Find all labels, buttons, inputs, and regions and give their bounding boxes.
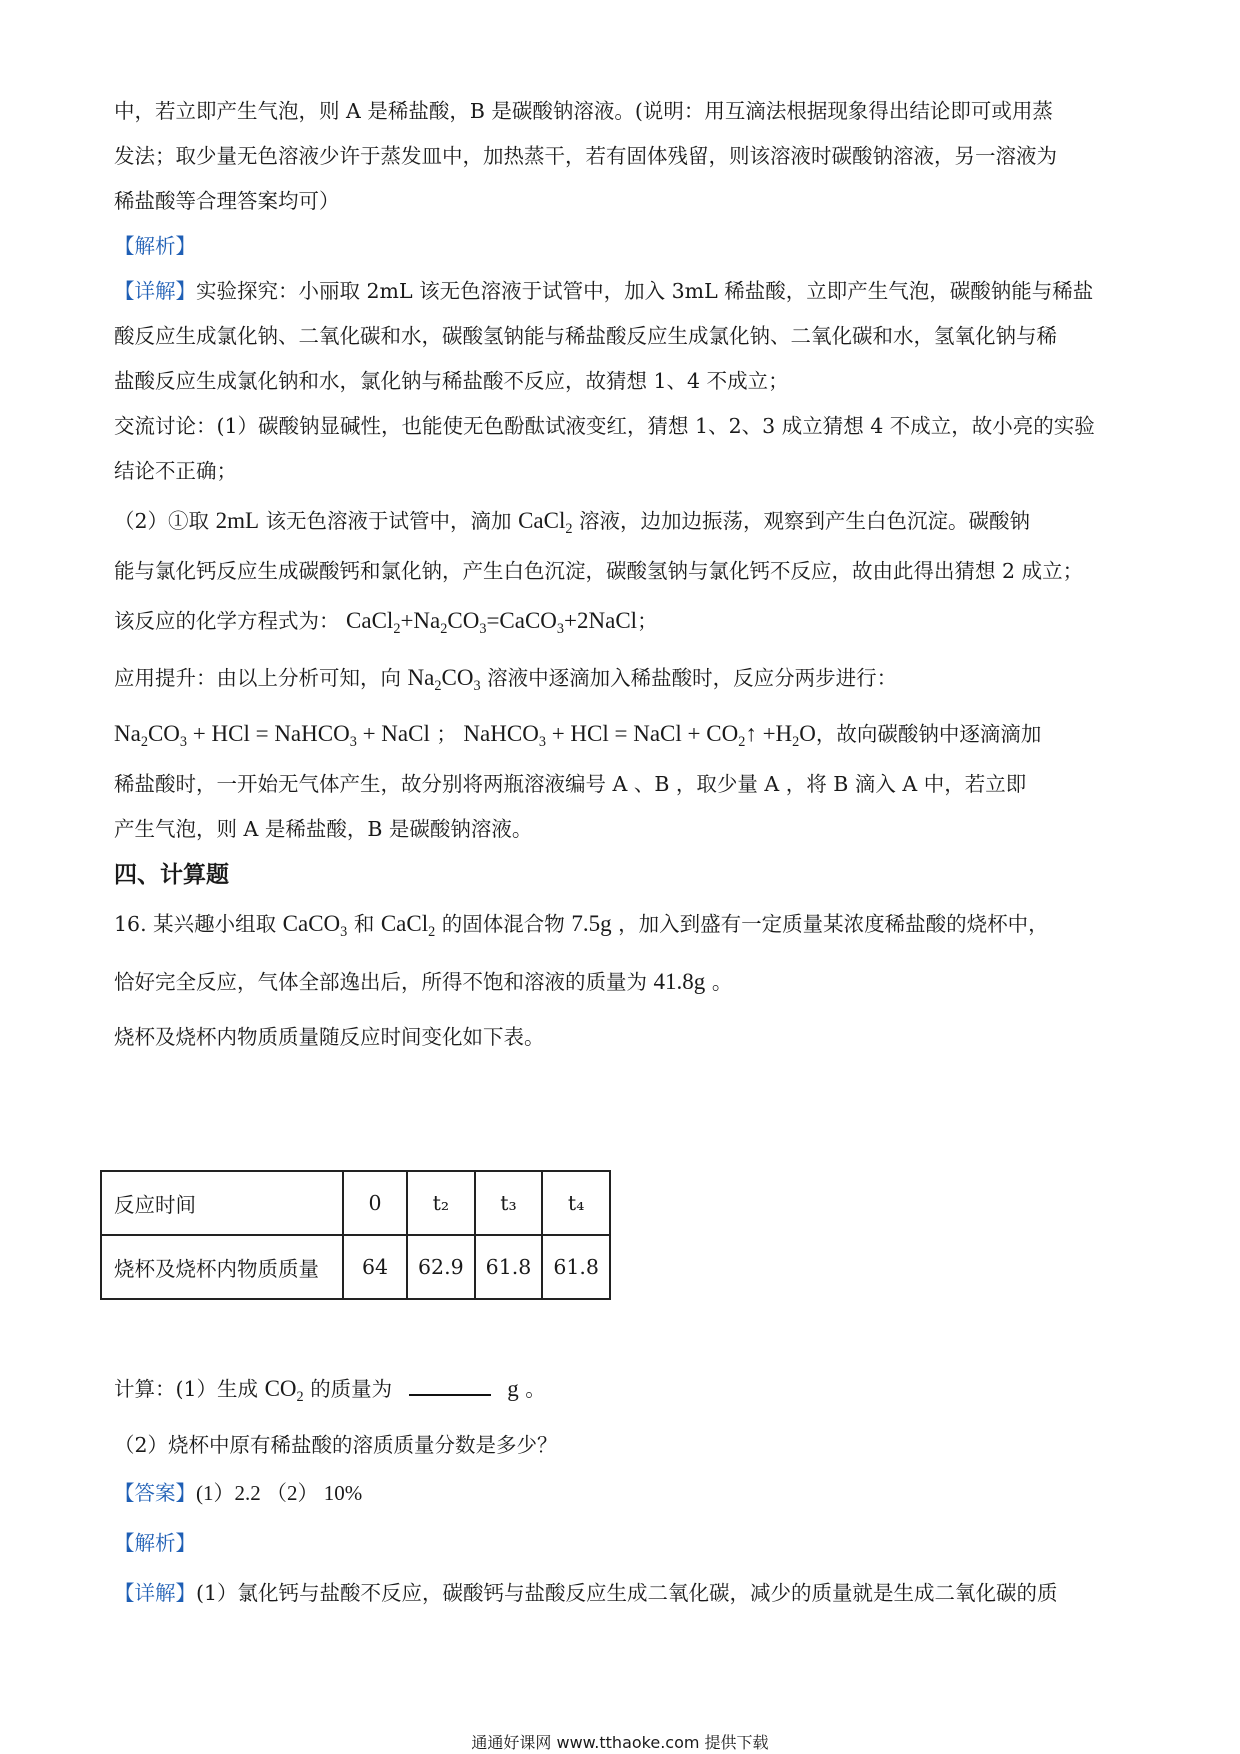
- volume-value: 2mL: [215, 508, 260, 533]
- text-span: 的质量为: [310, 1377, 393, 1401]
- text-line: （2）烧杯中原有稀盐酸的溶质质量分数是多少？: [114, 1433, 558, 1457]
- text-span: 溶液，边加边振荡，观察到产生白色沉淀。碳酸钠: [579, 509, 1031, 533]
- question-line: [114, 907, 1134, 941]
- mass-time-table: [100, 1170, 611, 1300]
- formula-cacl2: CaCl$_2$: [380, 911, 436, 940]
- text-line: [114, 661, 1134, 695]
- analysis-label: 【解析】: [114, 234, 196, 258]
- text-line: 能与氯化钙反应生成碳酸钙和氯化钠，产生白色沉淀，碳酸氢钠与氯化钙不反应，故由此得出猜想 2 成立；: [114, 559, 1084, 583]
- mass-value: 7.5g: [571, 911, 612, 936]
- table-cell: t₂: [407, 1171, 475, 1235]
- table-row: [101, 1235, 610, 1299]
- text-line: 交流讨论：(1）碳酸钠显碱性，也能使无色酚酞试液变红，猜想 1、2、3 成立猜想 4 不成立，故小亮的实验: [114, 414, 1095, 438]
- text-span: ，故向碳酸钠中逐滴滴加: [815, 722, 1042, 746]
- detail-label: 【详解】: [114, 279, 196, 303]
- table-cell: 64: [343, 1235, 407, 1299]
- table-row-label: 烧杯及烧杯内物质质量: [101, 1235, 343, 1299]
- equation-step2: NaHCO$_3$ + HCl = NaCl + $CO_2↑ +H_2O$: [463, 721, 816, 750]
- text-span: 。: [711, 970, 733, 994]
- text-span: 的固体混合物: [441, 912, 565, 936]
- text-line: 稀盐酸时，一开始无气体产生，故分别将两瓶溶液编号 A 、B ，取少量 A ，将 B 滴入 A 中，若立即: [114, 772, 1027, 796]
- text-line: [114, 717, 1134, 751]
- table-row-label: 反应时间: [101, 1171, 343, 1235]
- text-line: 中，若立即产生气泡，则 A 是稀盐酸，B 是碳酸钠溶液。(说明：用互滴法根据现象得出结论即可或用蒸: [114, 99, 1053, 123]
- answer-blank: [409, 1394, 491, 1396]
- text-span: （2）①取: [114, 509, 210, 533]
- text-span: 实验探究：小丽取 2mL 该无色溶液于试管中，加入 3mL 稀盐酸，立即产生气泡，碳酸钠能与稀盐: [196, 279, 1094, 303]
- text-span: ，加入到盛有一定质量某浓度稀盐酸的烧杯中，: [618, 912, 1049, 936]
- table-cell: 62.9: [407, 1235, 475, 1299]
- text-line: [114, 504, 1134, 538]
- text-line: 产生气泡，则 A 是稀盐酸，B 是碳酸钠溶液。: [114, 817, 533, 841]
- text-span: 溶液中逐滴加入稀盐酸时，反应分两步进行：: [487, 666, 898, 690]
- question-line: [114, 965, 1134, 995]
- text-span: 该无色溶液于试管中，滴加: [265, 509, 512, 533]
- table-cell: 61.8: [475, 1235, 543, 1299]
- text-span: ；: [436, 722, 457, 746]
- answer-label: 【答案】: [114, 1481, 196, 1505]
- text-line: 酸反应生成氯化钠、二氧化碳和水，碳酸氢钠能与稀盐酸反应生成氯化钠、二氧化碳和水，氢氧化钠与稀: [114, 324, 1057, 348]
- text-line: 盐酸反应生成氯化钠和水，氯化钠与稀盐酸不反应，故猜想 1、4 不成立；: [114, 369, 789, 393]
- text-span: 恰好完全反应，气体全部逸出后，所得不饱和溶液的质量为: [114, 970, 647, 994]
- text-span: 16. 某兴趣小组取: [114, 912, 277, 936]
- table-cell: t₄: [542, 1171, 610, 1235]
- section-title: 四、计算题: [114, 861, 229, 888]
- footer-text: 通通好课网 www.tthaoke.com 提供下载: [471, 1733, 769, 1752]
- detail-line: [114, 274, 1134, 304]
- text-span: 和: [353, 912, 375, 936]
- text-span: 。: [525, 1377, 546, 1401]
- unit-label: g: [507, 1376, 519, 1401]
- detail-line: [114, 1576, 1134, 1606]
- answer-text: (1）2.2 （2） 10%: [196, 1481, 363, 1505]
- question-line: [114, 1372, 1134, 1406]
- equation-cacl2-na2co3: $CaCl_2+Na_2CO_3=CaCO_3+2NaCl$: [346, 608, 638, 637]
- table-row: [101, 1171, 610, 1235]
- text-line: 该反应的化学方程式为： $CaCl_2+Na_2CO_3=CaCO_3+2NaCl$；: [114, 608, 658, 637]
- text-span: 计算：(1）生成: [114, 1377, 259, 1401]
- formula-caco3: CaCO$_3$: [282, 911, 348, 940]
- text-line: 稀盐酸等合理答案均可）: [114, 189, 340, 213]
- text-span: (1）氯化钙与盐酸不反应，碳酸钙与盐酸反应生成二氧化碳，减少的质量就是生成二氧化碳的质: [196, 1581, 1058, 1605]
- answer-line: [114, 1476, 1134, 1507]
- formula-cacl2: CaCl$_2$: [518, 508, 573, 537]
- table-cell: t₃: [475, 1171, 543, 1235]
- detail-label: 【详解】: [114, 1581, 196, 1605]
- text-line: 发法；取少量无色溶液少许于蒸发皿中，加热蒸干，若有固体残留，则该溶液时碳酸钠溶液，另一溶液为: [114, 144, 1057, 168]
- table-cell: 61.8: [542, 1235, 610, 1299]
- table-cell: 0: [343, 1171, 407, 1235]
- mass-value: 41.8g: [653, 969, 706, 994]
- analysis-label: 【解析】: [114, 1531, 196, 1555]
- text-line: 结论不正确；: [114, 459, 237, 483]
- formula-co2: $CO_2$: [264, 1376, 304, 1405]
- text-span: 该反应的化学方程式为：: [114, 609, 340, 633]
- text-span: 应用提升：由以上分析可知，向: [114, 666, 401, 690]
- formula-na2co3: $Na_2CO_3$: [407, 665, 481, 694]
- text-line: 烧杯及烧杯内物质质量随反应时间变化如下表。: [114, 1025, 545, 1049]
- equation-step1: $Na_2CO_3$ + HCl = NaHCO$_3$ + NaCl: [114, 721, 430, 750]
